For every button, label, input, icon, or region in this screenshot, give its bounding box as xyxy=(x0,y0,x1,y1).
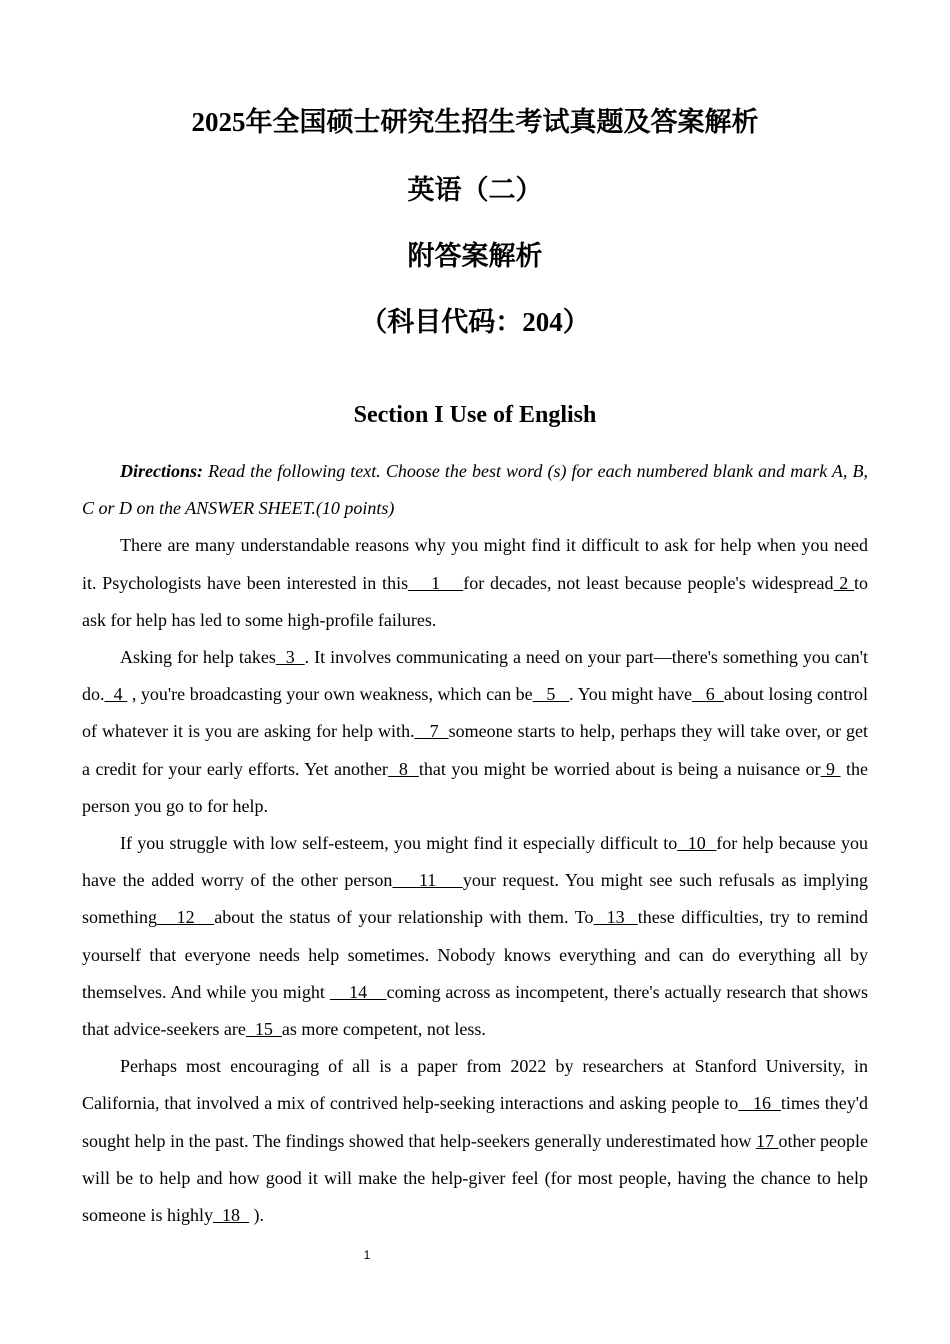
blank-1: 1 xyxy=(408,572,464,593)
exam-subject: 英语（二） xyxy=(407,175,543,205)
text-run: Perhaps most encouraging of all is a paper from 2022 by researchers at Stanford University, in California, that involved a mix of contrived help-seeking interactions and asking people to xyxy=(82,1056,868,1114)
text-run: , you're broadcasting your own weakness, which can be xyxy=(127,684,533,705)
blank-16: 16 xyxy=(738,1093,781,1114)
text-run: that you might be worried about is being a nuisance or xyxy=(418,758,821,779)
text-run: coming across as incompetent, there's actually research that shows that advice-seekers are xyxy=(82,981,868,1040)
exam-subject-code: （科目代码：204） xyxy=(360,307,590,337)
directions-paragraph xyxy=(82,453,868,527)
directions-label: Directions: xyxy=(120,461,203,481)
passage xyxy=(82,453,868,1234)
paragraph-1 xyxy=(82,527,868,639)
paragraph-4 xyxy=(82,1048,868,1234)
directions-text: Read the following text. Choose the best word (s) for each numbered blank and mark A, B, C or D on the ANSWER SHEET.(10 points) xyxy=(82,461,868,519)
text-run: for help because you have the added worry of the other person xyxy=(82,833,869,891)
text-run: . It involves communicating a need on your part—there's something you can't do. xyxy=(82,647,869,705)
blank-6: 6 xyxy=(691,684,724,705)
page-number: 1 xyxy=(363,1248,371,1262)
blank-17: 17 xyxy=(755,1130,779,1151)
text-run: times they'd sought help in the past. The findings showed that help-seekers generally underestimated how xyxy=(82,1093,869,1151)
paragraph-3 xyxy=(82,825,868,1048)
exam-title: 2025年全国硕士研究生招生考试真题及答案解析 xyxy=(191,107,759,137)
text-run: about the status of your relationship with them. To xyxy=(214,907,594,928)
text-run: ). xyxy=(249,1205,264,1226)
blank-3: 3 xyxy=(275,647,305,668)
text-run: about losing control of whatever it is you are asking for help with. xyxy=(82,684,869,742)
text-run: the person you go to for help. xyxy=(82,758,869,816)
text-run: your request. You might see such refusals as implying something xyxy=(82,870,868,928)
blank-7: 7 xyxy=(414,721,449,742)
paragraph-2 xyxy=(82,639,868,825)
blank-11: 11 xyxy=(392,870,463,891)
blank-18: 18 xyxy=(213,1205,249,1226)
text-run: Asking for help takes xyxy=(120,647,276,668)
text-run: There are many understandable reasons why you might find it difficult to ask for help when you need it. Psychologists have been interested in this xyxy=(82,535,868,593)
text-run: . You might have xyxy=(569,684,692,705)
exam-answer-note: 附答案解析 xyxy=(407,241,543,271)
text-run: to ask for help has led to some high-profile failures. xyxy=(82,572,869,630)
text-run: these difficulties, try to remind yourself that everyone needs help sometimes. Nobody knows everything and can do everything all by themselves. And while you might xyxy=(82,907,869,1002)
blank-13: 13 xyxy=(593,907,638,928)
blank-5: 5 xyxy=(532,684,570,705)
blank-15: 15 xyxy=(245,1019,282,1040)
blank-10: 10 xyxy=(677,833,717,854)
text-run: as more competent, not less. xyxy=(281,1019,486,1040)
blank-8: 8 xyxy=(387,758,419,779)
text-run: someone starts to help, perhaps they will take over, or get a credit for your early efforts. Yet another xyxy=(82,721,869,779)
blank-14: 14 xyxy=(329,981,387,1002)
blank-9: 9 xyxy=(820,758,841,779)
text-run: other people will be to help and how good it will make the help-giver feel (for most people, having the chance to help someone is highly xyxy=(82,1130,868,1226)
text-run: for decades, not least because people's widespread xyxy=(463,572,834,593)
blank-12: 12 xyxy=(157,907,215,928)
section-heading: Section I Use of English xyxy=(353,402,597,428)
blank-4: 4 xyxy=(104,684,128,705)
blank-2: 2 xyxy=(833,572,854,593)
text-run: If you struggle with low self-esteem, you might find it especially difficult to xyxy=(120,833,678,854)
